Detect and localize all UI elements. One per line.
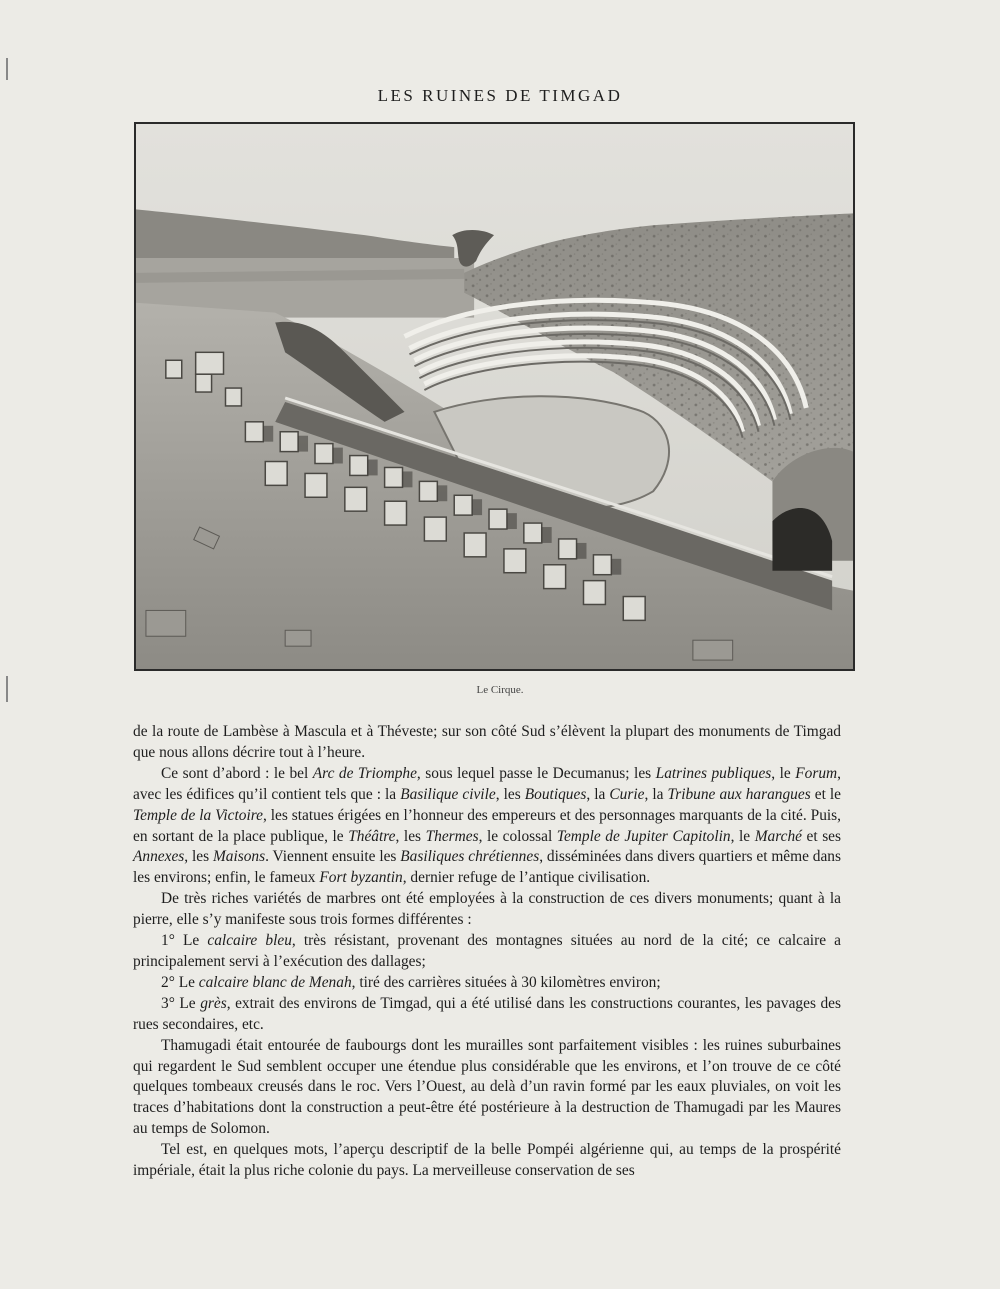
list-item-calcaire-blanc: 2° Le calcaire blanc de Menah, tiré des carrières situées à 30 kilomètres environ;	[161, 973, 661, 991]
paragraph-marbles: De très riches variétés de marbres ont été employées à la construction de ces divers monuments; quant à la pierre, elle s’y manifeste sous trois formes différentes :	[133, 890, 841, 929]
italic-term: Maisons	[212, 848, 266, 866]
list-item-calcaire-bleu: 1° Le calcaire bleu, très résistant, provenant des montagnes situées au nord de la cité; ce calcaire a principalement servi à l’exécution des dallages;	[133, 932, 842, 970]
italic-term: Boutiques	[524, 785, 587, 803]
italic-term: calcaire bleu	[207, 932, 292, 950]
italic-term: Arc de Triomphe	[312, 764, 417, 782]
italic-term: calcaire blanc de Menah	[198, 973, 352, 991]
italic-term: Thermes	[425, 827, 479, 845]
circus-photograph	[134, 122, 855, 671]
italic-term: Fort byzantin	[319, 869, 403, 887]
italic-term: Tribune aux harangues	[667, 785, 811, 803]
italic-term: Théâtre	[348, 827, 396, 845]
italic-term: Basiliques chrétiennes	[400, 848, 540, 866]
italic-term: Latrines publiques	[655, 764, 772, 782]
margin-mark-top	[6, 58, 8, 80]
italic-term: Marché	[754, 827, 802, 845]
italic-term: Basilique civile	[400, 785, 496, 803]
italic-term: Forum	[795, 764, 838, 782]
italic-term: Curie	[609, 785, 645, 803]
italic-term: grès	[200, 994, 227, 1012]
paragraph-pompei: Tel est, en quelques mots, l’aperçu descriptif de la belle Pompéi algérienne qui, au temps de la prospérité impériale, était la plus riche colonie du pays. La merveilleuse conservation de ses	[133, 1141, 841, 1180]
body-text	[133, 722, 841, 1182]
list-item-gres: 3° Le grès, extrait des environs de Timgad, qui a été utilisé dans les constructions courantes, les pavages des rues secondaires, etc.	[133, 994, 841, 1033]
paragraph-monuments: Ce sont d’abord : le bel Arc de Triomphe, sous lequel passe le Decumanus; les Latrines publiques, le Forum, avec les édifices qu’il contient tels que : la Basilique civile, les Boutiques, la Curie, la Tribune aux harangues et le Temple de la Victoire, les statues érigées en l’honneur des empereurs et des personnages marquants de la cité. Puis, en sortant de la place publique, le Théâtre, les Thermes, le colossal Temple de Jupiter Capitolin, le Marché et ses Annexes, les Maisons. Viennent ensuite les Basiliques chrétiennes, disséminées dans divers quartiers et même dans les environs; enfin, le fameux Fort byzantin, dernier refuge de l’antique civilisation.	[133, 764, 842, 887]
italic-term: Annexes	[133, 848, 185, 866]
running-header: LES RUINES DE TIMGAD	[377, 86, 623, 105]
italic-term: Temple de Jupiter Capitolin	[556, 827, 731, 845]
italic-term: Temple de la Victoire	[133, 806, 264, 824]
paragraph-faubourgs: Thamugadi était entourée de faubourgs dont les murailles sont parfaitement visibles : les ruines suburbaines qui regardent le Sud semblent occuper une étendue plus considérable que les environs, et l’on trouve de ce côté quelques tombeaux creusés dans le roc. Vers l’Ouest, au delà d’un ravin formé par les eaux pluviales, on voit les traces d’habitations dont la construction a peut-être été postérieure à la destruction de Thamugadi par les Maures au temps de Solomon.	[133, 1036, 841, 1138]
figure-caption: Le Cirque.	[476, 684, 524, 696]
paragraph-continuation: de la route de Lambèse à Mascula et à Théveste; sur son côté Sud s’élèvent la plupart des monuments de Timgad que nous allons décrire tout à l’heure.	[133, 723, 841, 761]
circus-photograph-image	[136, 124, 853, 669]
